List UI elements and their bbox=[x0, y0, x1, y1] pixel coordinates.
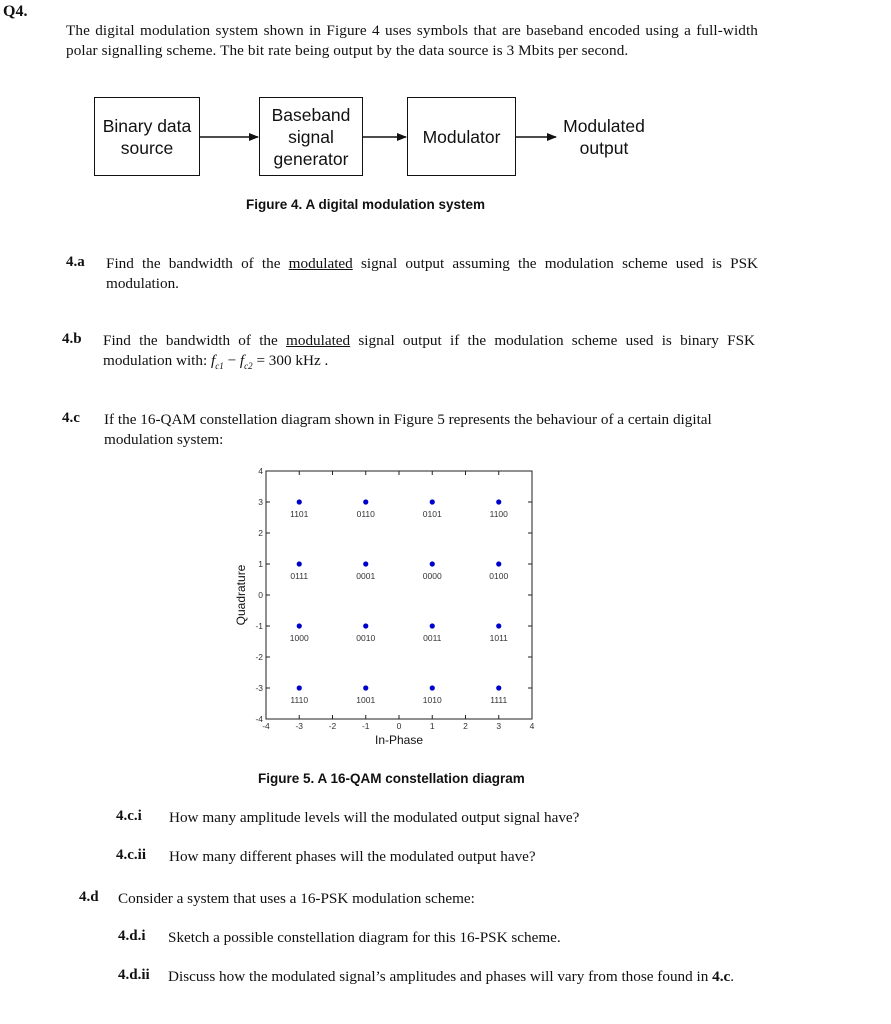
constellation-point bbox=[496, 623, 501, 628]
question-number: Q4. bbox=[3, 3, 28, 20]
y-tick-label: 3 bbox=[258, 497, 263, 507]
figure5-constellation-chart bbox=[226, 462, 556, 752]
x-tick-label: 1 bbox=[429, 721, 435, 731]
y-tick-label: -1 bbox=[255, 621, 263, 631]
constellation-point bbox=[297, 561, 302, 566]
q4b-formula bbox=[211, 352, 253, 369]
y-tick-label: 2 bbox=[258, 528, 263, 538]
q4di-label: 4.d.i bbox=[118, 928, 146, 944]
point-label: 0100 bbox=[489, 571, 509, 581]
q4b-text bbox=[103, 331, 755, 376]
output-line2: output bbox=[579, 138, 629, 158]
constellation-point bbox=[363, 623, 368, 628]
constellation-point bbox=[430, 685, 435, 690]
q4dii-text bbox=[168, 967, 773, 987]
q4b-label: 4.b bbox=[62, 331, 82, 347]
constellation-point bbox=[430, 561, 435, 566]
figure5-caption: Figure 5. A 16-QAM constellation diagram bbox=[258, 771, 525, 786]
q4ci-text: How many amplitude levels will the modulated output signal have? bbox=[169, 809, 580, 826]
point-label: 0111 bbox=[290, 571, 309, 581]
x-tick-label: -4 bbox=[262, 721, 270, 731]
point-label: 0011 bbox=[423, 633, 442, 643]
x-tick-label: 0 bbox=[396, 721, 402, 731]
point-label: 0000 bbox=[422, 571, 442, 581]
constellation-point bbox=[363, 499, 368, 504]
block2-line2: signal bbox=[288, 126, 334, 147]
q4d-text: Consider a system that uses a 16-PSK modulation scheme: bbox=[118, 890, 475, 907]
q4c-text: If the 16-QAM constellation diagram shown in Figure 5 represents the behaviour of a certain digital modulation system: bbox=[104, 411, 712, 448]
figure4-arrows bbox=[0, 0, 891, 260]
x-tick-label: 3 bbox=[496, 721, 502, 731]
formula-minus: − bbox=[223, 351, 240, 369]
formula-rhs: = 300 kHz . bbox=[252, 351, 329, 369]
q4d-label: 4.d bbox=[79, 889, 99, 905]
point-label: 1011 bbox=[489, 633, 508, 643]
point-label: 1110 bbox=[290, 695, 309, 705]
formula-f1: f bbox=[211, 351, 216, 369]
constellation-point bbox=[496, 499, 501, 504]
x-tick-label: -1 bbox=[361, 721, 370, 731]
q4a-text-pre: Find the bandwidth of the bbox=[106, 255, 289, 272]
constellation-point bbox=[297, 623, 302, 628]
point-label: 1101 bbox=[290, 509, 309, 519]
y-tick-label: 0 bbox=[258, 590, 263, 600]
q4a-text-post: signal output assuming the modulation scheme used is PSK modulation. bbox=[106, 255, 758, 292]
y-tick-label: -4 bbox=[255, 714, 263, 724]
point-label: 1000 bbox=[289, 633, 309, 643]
q4a-label: 4.a bbox=[66, 254, 85, 270]
q4b-text-post: signal output if the modulation scheme used is binary FSK modulation with: bbox=[103, 332, 755, 369]
constellation-point bbox=[363, 561, 368, 566]
point-label: 0101 bbox=[422, 509, 442, 519]
formula-sub1: c1 bbox=[215, 360, 224, 371]
y-axis-label: Quadrature bbox=[234, 564, 248, 626]
block2-line1: Baseband bbox=[271, 104, 351, 125]
block1-line1: Binary data bbox=[102, 115, 192, 136]
x-tick-label: 2 bbox=[463, 721, 468, 731]
point-label: 0110 bbox=[356, 509, 375, 519]
q4dii-text-pre: Discuss how the modulated signal’s amplitudes and phases will vary from those found in bbox=[168, 968, 713, 985]
y-tick-label: -3 bbox=[255, 683, 263, 693]
q4c-label: 4.c bbox=[62, 410, 80, 426]
constellation-point bbox=[430, 499, 435, 504]
point-label: 1100 bbox=[489, 509, 508, 519]
q4ci-label: 4.c.i bbox=[116, 808, 142, 824]
block3-label: Modulator bbox=[422, 126, 501, 147]
x-axis-label: In-Phase bbox=[374, 733, 424, 747]
q4b-text-underlined: modulated bbox=[286, 332, 351, 349]
constellation-point bbox=[496, 561, 501, 566]
x-tick-label: -2 bbox=[328, 721, 337, 731]
q4dii-text-post: . bbox=[730, 968, 735, 985]
constellation-point bbox=[430, 623, 435, 628]
block2-line3: generator bbox=[273, 148, 349, 169]
constellation-point bbox=[496, 685, 501, 690]
constellation-point bbox=[297, 685, 302, 690]
y-tick-label: 1 bbox=[258, 559, 263, 569]
point-label: 1111 bbox=[490, 695, 508, 705]
q4b-text-pre: Find the bandwidth of the bbox=[103, 332, 287, 349]
point-label: 0010 bbox=[356, 633, 376, 643]
q4a-text-underlined: modulated bbox=[288, 255, 353, 272]
x-tick-label: 4 bbox=[529, 721, 535, 731]
block1-line2: source bbox=[120, 137, 174, 158]
q4di-text: Sketch a possible constellation diagram for this 16-PSK scheme. bbox=[168, 929, 561, 946]
output-line1: Modulated bbox=[563, 116, 645, 136]
y-tick-label: 4 bbox=[258, 466, 263, 476]
q4a-text bbox=[106, 254, 758, 293]
q4cii-label: 4.c.ii bbox=[116, 847, 146, 863]
constellation-point bbox=[297, 499, 302, 504]
question-intro: The digital modulation system shown in Figure 4 uses symbols that are baseband encoded using a full-width polar signalling scheme. The bit rate being output by the data source is 3 Mbits per second. bbox=[66, 22, 758, 59]
formula-f2: f bbox=[239, 351, 245, 369]
point-label: 1010 bbox=[422, 695, 442, 705]
constellation-point bbox=[363, 685, 368, 690]
x-tick-label: -3 bbox=[295, 721, 304, 731]
formula-sub2: c2 bbox=[244, 360, 253, 371]
point-label: 1001 bbox=[356, 695, 376, 705]
q4dii-text-ref: 4.c bbox=[712, 968, 731, 985]
modulated-output-label bbox=[556, 115, 652, 159]
point-label: 0001 bbox=[356, 571, 376, 581]
y-tick-label: -2 bbox=[255, 652, 263, 662]
figure4-caption: Figure 4. A digital modulation system bbox=[246, 197, 486, 212]
q4cii-text: How many different phases will the modulated output have? bbox=[169, 848, 536, 865]
q4dii-label: 4.d.ii bbox=[118, 967, 150, 983]
